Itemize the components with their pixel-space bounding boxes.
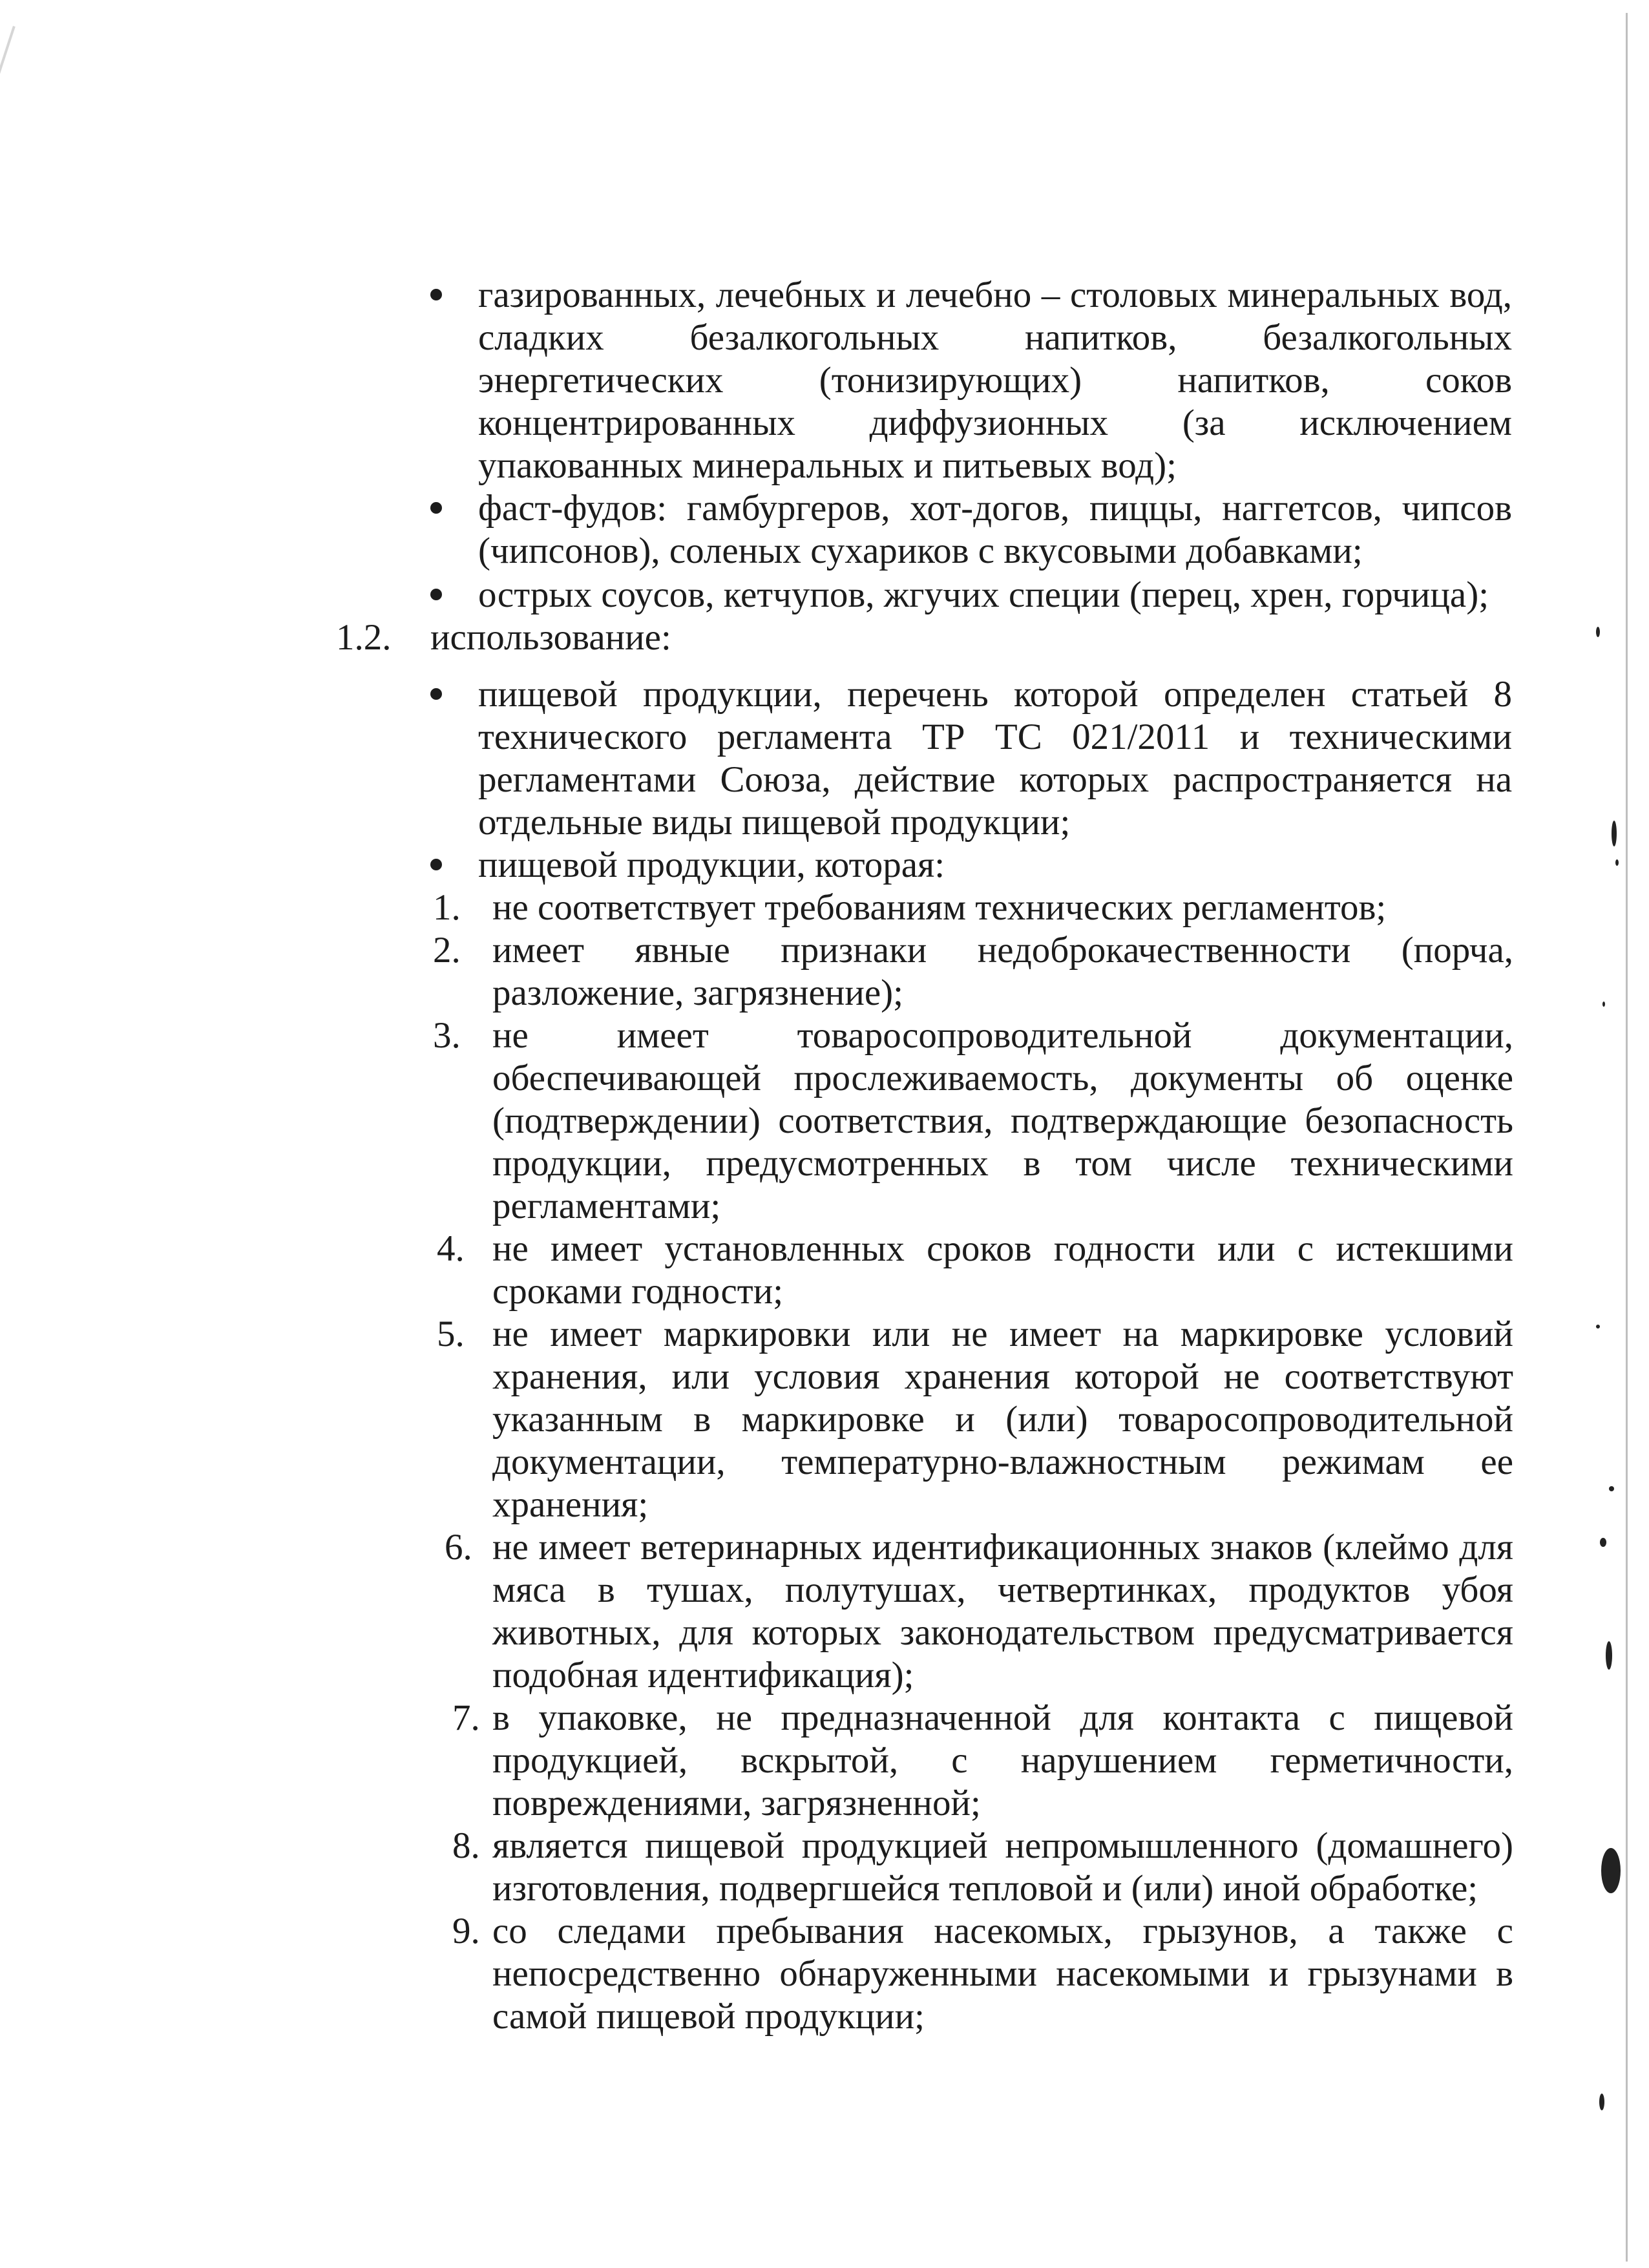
bullet-dot <box>430 688 442 700</box>
list-item-line: самой пищевой продукции; <box>492 1996 925 2037</box>
list-item-line: хранения; <box>492 1484 649 1525</box>
scan-speck <box>1602 1002 1605 1007</box>
text-line: регламентами Союза, действие которых распространяется на <box>478 759 1512 800</box>
list-item-number: 3. <box>433 1015 461 1056</box>
scan-speck <box>1609 1486 1614 1491</box>
list-item-line: изготовления, подвергшейся тепловой и (или) иной обработке; <box>492 1868 1478 1909</box>
list-item-number: 8. <box>452 1825 480 1866</box>
scan-speck <box>1606 1641 1612 1670</box>
list-item-line: подобная идентификация); <box>492 1655 914 1696</box>
list-item-line: продукции, предусмотренных в том числе техническими <box>492 1143 1513 1184</box>
list-item-number: 1. <box>433 887 461 928</box>
list-item-line: (подтверждении) соответствия, подтверждающие безопасность <box>492 1100 1513 1141</box>
text-line: энергетических (тонизирующих) напитков, соков <box>478 360 1512 401</box>
list-item-line: не имеет товаросопроводительной документации, <box>492 1015 1513 1056</box>
list-item-number: 9. <box>452 1911 480 1951</box>
list-item-line: документации, температурно-влажностным режимам ее <box>492 1442 1513 1482</box>
list-item-line: разложение, загрязнение); <box>492 972 903 1013</box>
text-line: фаст-фудов: гамбургеров, хот-догов, пиццы, наггетсов, чипсов <box>478 488 1512 529</box>
list-item-line: является пищевой продукцией непромышленного (домашнего) <box>492 1825 1513 1866</box>
list-item-number: 2. <box>433 930 461 971</box>
list-item-line: хранения, или условия хранения которой не соответствуют <box>492 1356 1513 1397</box>
text-line: технического регламента ТР ТС 021/2011 и техническими <box>478 717 1512 757</box>
bullet-dot <box>430 502 442 514</box>
list-item-line: не имеет ветеринарных идентификационных знаков (клеймо для <box>492 1527 1513 1568</box>
section-number: 1.2. <box>336 617 392 658</box>
scan-speck <box>1596 627 1600 637</box>
list-item-line: повреждениями, загрязненной; <box>492 1783 981 1823</box>
scan-corner-mark <box>0 26 16 248</box>
list-item-line: не имеет маркировки или не имеет на маркировке условий <box>492 1314 1513 1354</box>
bullet-dot <box>430 289 442 300</box>
scan-speck <box>1615 859 1619 866</box>
list-item-line: указанным в маркировке и (или) товаросопроводительной <box>492 1399 1513 1440</box>
text-line: сладких безалкогольных напитков, безалкогольных <box>478 317 1512 358</box>
list-item-number: 5. <box>437 1314 465 1354</box>
text-line: острых соусов, кетчупов, жгучих специи (перец, хрен, горчица); <box>478 574 1489 615</box>
scan-edge-shadow <box>1626 13 1628 2262</box>
list-item-line: не имеет установленных сроков годности или с истекшими <box>492 1228 1513 1269</box>
list-item-line: сроками годности; <box>492 1271 784 1312</box>
list-item-line: имеет явные признаки недоброкачественности (порча, <box>492 930 1513 971</box>
scan-speck <box>1599 2094 1604 2110</box>
section-title: использование: <box>430 617 671 658</box>
list-item-line: обеспечивающей прослеживаемость, документы об оценке <box>492 1058 1513 1098</box>
list-item-line: мяса в тушах, полутушах, четвертинках, продуктов убоя <box>492 1570 1513 1610</box>
scan-speck <box>1601 1848 1621 1893</box>
list-item-line: непосредственно обнаруженными насекомыми и грызунами в <box>492 1953 1513 1994</box>
text-line: упакованных минеральных и питьевых вод); <box>478 445 1177 486</box>
bullet-dot <box>430 859 442 870</box>
list-item-line: регламентами; <box>492 1186 721 1226</box>
list-item-line: продукцией, вскрытой, с нарушением герметичности, <box>492 1740 1513 1781</box>
list-item-number: 4. <box>437 1228 465 1269</box>
scan-speck <box>1596 1325 1600 1328</box>
text-line: газированных, лечебных и лечебно – столовых минеральных вод, <box>478 275 1512 315</box>
list-item-line: в упаковке, не предназначенной для контакта с пищевой <box>492 1697 1513 1738</box>
text-line: пищевой продукции, которая: <box>478 845 945 885</box>
list-item-number: 6. <box>445 1527 472 1568</box>
scan-speck <box>1600 1538 1606 1547</box>
text-line: отдельные виды пищевой продукции; <box>478 802 1071 843</box>
text-line: концентрированных диффузионных (за исключением <box>478 403 1512 443</box>
scan-speck <box>1612 821 1617 846</box>
text-line: (чипсонов), соленых сухариков с вкусовыми добавками; <box>478 530 1363 571</box>
list-item-number: 7. <box>452 1697 480 1738</box>
text-line: пищевой продукции, перечень которой определен статьей 8 <box>478 674 1512 715</box>
list-item-line: животных, для которых законодательством предусматривается <box>492 1612 1513 1653</box>
list-item-line: не соответствует требованиям технических регламентов; <box>492 887 1387 928</box>
bullet-dot <box>430 589 442 600</box>
list-item-line: со следами пребывания насекомых, грызунов, а также с <box>492 1911 1513 1951</box>
